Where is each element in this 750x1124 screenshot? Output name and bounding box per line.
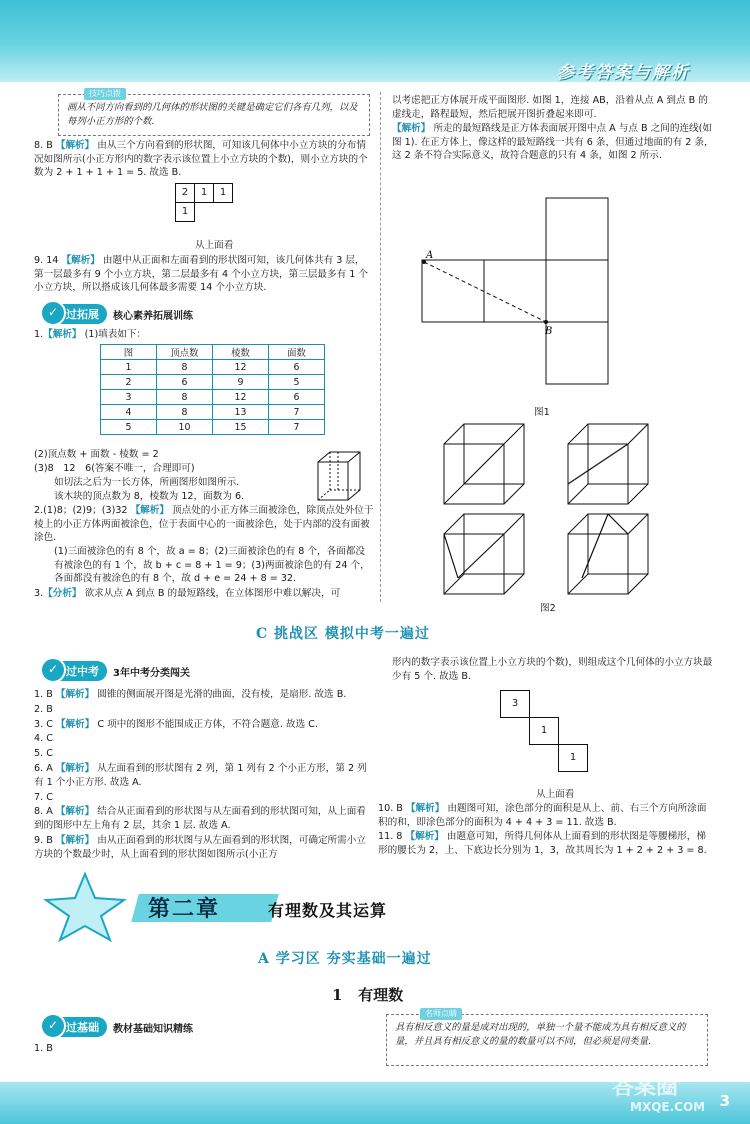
chapter-label: 第二章 xyxy=(148,897,221,922)
check-icon: ✓ xyxy=(40,1013,66,1039)
grid-cell: 1 xyxy=(194,183,214,203)
exam-answer: 1. B 【解析】 圆锥的侧面展开图是光滑的曲面，没有棱，是扇形. 故选 B. xyxy=(34,689,347,700)
table-cell: 7 xyxy=(269,405,325,420)
table-row xyxy=(101,375,325,390)
lesson-title: 1 有理数 xyxy=(332,986,404,1004)
table-cell: 3 xyxy=(101,390,157,405)
table-header: 棱数 xyxy=(213,345,269,360)
table-header: 面数 xyxy=(269,345,325,360)
fig2-caption: 图2 xyxy=(540,603,556,614)
exam-answers xyxy=(34,688,374,863)
top-view-grid xyxy=(175,183,245,227)
table-cell: 8 xyxy=(157,390,213,405)
table-cell: 2 xyxy=(101,375,157,390)
ext-answer-2b: (1)三面被涂色的有 8 个，故 a = 8；(2)三面被涂色的有 8 个，各面都没有被涂色的有 1 个，故 b + c = 8 + 1 = 9；(3)两面被涂色的有 24 个，各面都没有被涂色的有 8 个，故 d + e = 24 + 8 = 32. xyxy=(54,546,370,585)
fig1-caption: 图1 xyxy=(534,407,550,418)
cube-paths-figure xyxy=(440,420,660,600)
table-cell: 12 xyxy=(213,390,269,405)
exam-right-text: 形内的数字表示该位置上小立方块的个数)，则组成这个几何体的小立方块最少有 5 个. 故选 B. xyxy=(392,657,713,682)
grid-cell: 1 xyxy=(529,717,559,745)
table-cell: 13 xyxy=(213,405,269,420)
point-b-label: B xyxy=(545,326,553,337)
tip-box-2 xyxy=(386,1014,708,1066)
section-base: ✓ 过基础 教材基础知识精练 xyxy=(44,1016,370,1038)
tip-text-2: 具有相反意义的量是成对出现的，单独一个量不能成为具有相反意义的量，并且具有相反意义的量的数量可以不同，但必须是同类量. xyxy=(395,1022,686,1047)
zone-c-heading: C 挑战区 模拟中考一遍过 xyxy=(256,626,430,642)
base-answer-1: 1. B xyxy=(34,1043,53,1054)
grid-cell: 1 xyxy=(175,202,195,222)
top-view-grid-2 xyxy=(500,690,590,780)
tip-label-2: 名师点睛 xyxy=(420,1008,462,1020)
table-cell: 15 xyxy=(213,420,269,435)
ext-answer-1: 1.【解析】 (1)填表如下： xyxy=(34,329,147,340)
answer-9: 9. 14 【解析】 由题中从正面和左面看到的形状图可知，该几何体共有 3 层，第一层最多有 9 个小立方块，第二层最多有 4 个小立方块，第三层最多有 1 个小立方块，所以搭成该几何体最多需要 14 个小立方块. xyxy=(34,255,369,294)
table-row xyxy=(101,390,325,405)
table-row xyxy=(101,420,325,435)
tip-box xyxy=(58,94,370,136)
ext-answer-1b: (2)顶点数 + 面数 - 棱数 = 2 xyxy=(34,449,159,460)
table-cell: 1 xyxy=(101,360,157,375)
table-cell: 5 xyxy=(101,420,157,435)
tip-label: 技巧点拨 xyxy=(84,88,126,100)
chapter-heading xyxy=(40,872,700,932)
column-divider xyxy=(380,92,382,602)
ext-answer-2: 2.(1)8；(2)9；(3)32 【解析】 顶点处的小正方体三面被涂色，除顶点处外位于棱上的小正方体两面被涂色，位于表面中心的一面被涂色，处于内部的没有面被涂色. xyxy=(34,505,374,544)
point-a-label: A xyxy=(426,250,434,261)
header-title: 参考答案与解析 xyxy=(557,63,690,83)
star-icon xyxy=(40,872,130,942)
check-icon: ✓ xyxy=(40,300,66,326)
grid-caption: 从上面看 xyxy=(195,240,234,251)
cube-net-figure xyxy=(420,196,620,386)
exam-answer-11: 11. 8 【解析】 由题意可知，所得几何体从上面看到的形状图是等腰梯形，梯形的腰长为 2，上、下底边长分别为 1，3，故其周长为 1 + 2 + 2 + 3 = 8. xyxy=(378,831,707,856)
table-cell: 12 xyxy=(213,360,269,375)
table-cell: 8 xyxy=(157,405,213,420)
exam-answer-10: 10. B 【解析】 由题图可知，涂色部分的面积是从上、前、右三个方向所涂面积的和，即涂色部分的面积为 4 + 4 + 3 = 11. 故选 B. xyxy=(378,803,707,828)
exam-answer: 3. C 【解析】 C 项中的图形不能围成正方体，不符合题意. 故选 C. xyxy=(34,718,318,730)
ext-answer-1d: 如切法之后为一长方体，所画图形如图所示. xyxy=(54,477,240,488)
cuboid-figure xyxy=(314,448,370,504)
table-cell: 5 xyxy=(269,375,325,390)
right-text-1: 以考虑把正方体展开成平面图形. 如图 1，连接 AB，沿着从点 A 到点 B 的虚线走，路程最短，然后把展开图折叠起来即可. xyxy=(392,95,708,120)
table-row xyxy=(101,360,325,375)
ext-answer-3: 3.【分析】 欲求从点 A 到点 B 的最短路线，在立体图形中难以解决，可 xyxy=(34,588,341,599)
table-cell: 10 xyxy=(157,420,213,435)
exam-answer: 8. A 【解析】 结合从正面看到的形状图与从左面看到的形状图可知，从上面看到的图形中左上角有 2 层，其余 1 层. 故选 A. xyxy=(34,806,366,832)
table-header: 顶点数 xyxy=(157,345,213,360)
zone-a-heading: A 学习区 夯实基础一遍过 xyxy=(258,951,432,967)
exam-answer: 5. C xyxy=(34,748,53,760)
watermark-url: MXQE.COM xyxy=(630,1100,706,1114)
section-exam: ✓ 过中考 3年中考分类闯关 xyxy=(44,660,370,682)
exam-answer: 2. B xyxy=(34,703,53,715)
check-icon: ✓ xyxy=(40,657,66,683)
exam-answer: 7. C xyxy=(34,791,53,803)
table-cell: 6 xyxy=(157,375,213,390)
table-cell: 6 xyxy=(269,360,325,375)
ext-answer-1e: 该木块的顶点数为 8，棱数为 12，面数为 6. xyxy=(54,491,245,502)
table-cell: 9 xyxy=(213,375,269,390)
table-cell: 8 xyxy=(157,360,213,375)
grid-cell: 3 xyxy=(500,690,530,718)
table-header: 图 xyxy=(101,345,157,360)
grid-cell: 2 xyxy=(175,183,195,203)
watermark-logo: 答案圈 xyxy=(612,1075,679,1100)
tip-text: 画从不同方向看到的几何体的形状图的关键是确定它们各有几列，以及每列小正方形的个数. xyxy=(67,102,358,127)
exam-answer: 6. A 【解析】 从左面看到的形状图有 2 列，第 1 列有 2 个小正方形，第 2 列有 1 个小正方形. 故选 A. xyxy=(34,762,367,788)
table-row xyxy=(101,405,325,420)
table-cell: 6 xyxy=(269,390,325,405)
table-cell: 7 xyxy=(269,420,325,435)
grid-cell: 1 xyxy=(558,744,588,772)
exam-answer: 9. B 【解析】 由从正面看到的形状图与从左面看到的形状图，可确定所需小立方块的个数最少时，从上面看到的形状图如图所示(小正方 xyxy=(34,834,366,860)
polyhedra-table xyxy=(100,344,325,435)
right-text-2: 【解析】 所走的最短路线是正方体表面展开图中点 A 与点 B 之间的连线(如图 1). 在正方体上，像这样的最短路线一共有 6 条，但通过地面的有 2 条，这 2 条不符合实际意义，故符合题意的只有 4 条，如图 2 所示. xyxy=(392,123,714,162)
grid-cell: 1 xyxy=(213,183,233,203)
answer-8: 8. B 【解析】 由从三个方向看到的形状图，可知该几何体中小立方块的分布情况如图所示(小正方形内的数字表示该位置上小立方块的个数)，则小立方块的个数为 2 + 1 + 1 + 1 = 5. 故选 B. xyxy=(34,140,368,179)
page-number: 3 xyxy=(719,1092,730,1110)
exam-answer: 4. C xyxy=(34,733,53,745)
section-extend: ✓ 过拓展 核心素养拓展训练 xyxy=(44,303,370,325)
grid-caption-2: 从上面看 xyxy=(536,789,575,800)
chapter-name: 有理数及其运算 xyxy=(268,901,388,920)
table-cell: 4 xyxy=(101,405,157,420)
ext-answer-1c: (3)8 12 6(答案不唯一，合理即可) xyxy=(34,463,195,474)
